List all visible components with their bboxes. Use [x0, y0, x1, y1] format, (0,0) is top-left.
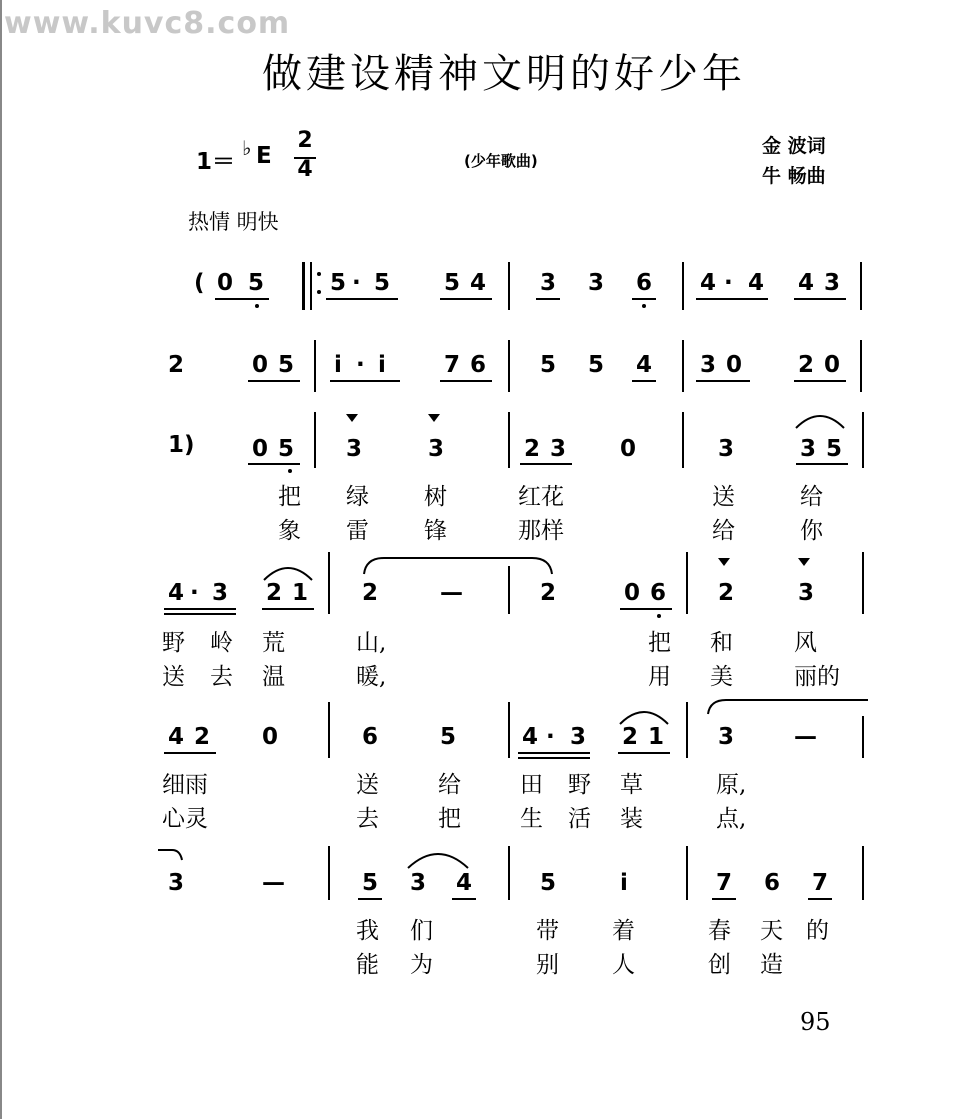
dot-mark: · — [190, 580, 199, 606]
note: 5 — [440, 724, 457, 750]
barline — [508, 566, 510, 614]
note: 0 — [252, 352, 269, 378]
lyric: 活 — [568, 806, 591, 832]
note: 6 — [650, 580, 667, 606]
note: 2 — [798, 352, 815, 378]
song-title: 做建设精神文明的好少年 — [262, 51, 746, 97]
note: 5 — [826, 436, 843, 462]
lyric: 我 — [356, 918, 379, 944]
lyric: 给 — [800, 484, 823, 510]
note: 2 — [362, 580, 379, 606]
note: 4 — [456, 870, 473, 896]
note: 4 — [700, 270, 717, 296]
barline — [860, 262, 862, 310]
note: 7 — [716, 870, 733, 896]
lyric: 把 — [438, 806, 461, 832]
underline — [518, 752, 590, 754]
lyric: 细雨 — [162, 772, 208, 798]
accent-mark — [346, 414, 358, 422]
underline — [330, 380, 400, 382]
underline — [452, 898, 476, 900]
note: 6 — [636, 270, 653, 296]
lyric: 给 — [438, 772, 461, 798]
note: 5 — [588, 352, 605, 378]
note: 5 — [330, 270, 347, 296]
lyric: 着 — [612, 918, 635, 944]
note: 1 — [648, 724, 665, 750]
lyric: 荒 — [262, 630, 285, 656]
lyric: 象 — [278, 518, 301, 544]
lyric: 心灵 — [162, 806, 208, 832]
barline — [682, 262, 684, 310]
slur — [260, 560, 316, 582]
double-underline — [164, 613, 236, 615]
repeat-bar-thin — [310, 262, 312, 310]
lyric: 山, — [356, 630, 387, 656]
underline — [520, 463, 572, 465]
underline — [440, 298, 492, 300]
lyric: 送 — [712, 484, 735, 510]
note: 3 — [168, 870, 185, 896]
note: 1) — [168, 432, 195, 458]
lower-octave-dot — [255, 304, 259, 308]
lyric: 原, — [716, 772, 747, 798]
barline — [508, 262, 510, 310]
note: 0 — [252, 436, 269, 462]
double-underline — [518, 757, 590, 759]
slur — [404, 846, 472, 870]
tie — [704, 692, 870, 716]
slur — [616, 704, 672, 726]
note: 3 — [588, 270, 605, 296]
page-edge — [0, 0, 2, 1119]
note: 4 — [522, 724, 539, 750]
accent-mark — [718, 558, 730, 566]
slur — [792, 408, 848, 430]
lyric: 天 — [760, 918, 783, 944]
lyric: 们 — [410, 918, 433, 944]
tie — [360, 552, 556, 576]
page-number: 95 — [800, 1008, 831, 1036]
barline — [860, 340, 862, 392]
barline — [508, 412, 510, 468]
note: 0 — [726, 352, 743, 378]
repeat-dot — [317, 272, 321, 276]
underline — [794, 298, 846, 300]
note: 3 — [798, 580, 815, 606]
lyric: 风 — [794, 630, 817, 656]
note: 2 — [266, 580, 283, 606]
underline — [696, 380, 750, 382]
note: 2 — [540, 580, 557, 606]
note: 3 — [718, 724, 735, 750]
note: 4 — [470, 270, 487, 296]
underline — [326, 298, 398, 300]
note: 0 — [620, 436, 637, 462]
underline — [632, 380, 656, 382]
tie-end — [156, 844, 186, 864]
barline — [314, 412, 316, 468]
underline — [620, 608, 672, 610]
barline — [508, 702, 510, 758]
note: 5 — [540, 870, 557, 896]
note: i — [334, 352, 342, 378]
lyric: 造 — [760, 952, 783, 978]
note: 5 — [278, 436, 295, 462]
dash: — — [262, 870, 285, 896]
lower-octave-dot — [642, 304, 646, 308]
tempo-marking: 热情 明快 — [188, 210, 279, 234]
underline — [248, 463, 300, 465]
lyric: 把 — [648, 630, 671, 656]
lyric: 创 — [708, 952, 731, 978]
repeat-dot — [317, 290, 321, 294]
composer: 牛 畅曲 — [762, 165, 826, 187]
dot-mark: · — [356, 352, 365, 378]
dash: — — [440, 580, 463, 606]
lyric: 的 — [806, 918, 829, 944]
barline — [686, 702, 688, 758]
lyric: 别 — [536, 952, 559, 978]
note: 5 — [444, 270, 461, 296]
barline — [862, 716, 864, 758]
note: 3 — [212, 580, 229, 606]
note: 4 — [168, 724, 185, 750]
lyric: 把 — [278, 484, 301, 510]
underline — [808, 898, 832, 900]
dash: — — [794, 724, 817, 750]
note: 5 — [278, 352, 295, 378]
accent-mark — [798, 558, 810, 566]
note: 2 — [622, 724, 639, 750]
lyric: 绿 — [346, 484, 369, 510]
underline — [248, 380, 300, 382]
repeat-bar-thick — [302, 262, 305, 310]
note: 5 — [374, 270, 391, 296]
accent-mark — [428, 414, 440, 422]
lyric: 锋 — [424, 518, 447, 544]
barline — [508, 846, 510, 900]
time-sig-numerator: 2 — [297, 128, 313, 153]
lyric: 送 — [356, 772, 379, 798]
note: 6 — [764, 870, 781, 896]
barline — [686, 846, 688, 900]
barline — [328, 552, 330, 614]
underline — [632, 298, 656, 300]
lyric: 美 — [710, 664, 733, 690]
underline — [262, 608, 314, 610]
lyric: 野 — [568, 772, 591, 798]
underline — [796, 463, 848, 465]
underline — [794, 380, 846, 382]
barline — [862, 552, 864, 614]
lyric: 暖, — [356, 664, 387, 690]
note: 4 — [748, 270, 765, 296]
lyric: 那样 — [518, 518, 564, 544]
underline — [712, 898, 736, 900]
lyric: 为 — [410, 952, 433, 978]
barline — [328, 846, 330, 900]
note: 1 — [292, 580, 309, 606]
lyric: 生 — [520, 806, 543, 832]
note: 3 — [410, 870, 427, 896]
underline — [215, 298, 269, 300]
underline — [164, 752, 216, 754]
lyric: 送 — [162, 664, 185, 690]
lyric: 人 — [612, 952, 635, 978]
lyric: 雷 — [346, 518, 369, 544]
note: 2 — [718, 580, 735, 606]
lyric: 用 — [648, 664, 671, 690]
lyricist: 金 波词 — [762, 135, 826, 157]
note: 0 — [824, 352, 841, 378]
note: ( — [194, 270, 205, 296]
lower-octave-dot — [657, 614, 661, 618]
note: 3 — [718, 436, 735, 462]
note: 4 — [636, 352, 653, 378]
note: 2 — [194, 724, 211, 750]
note: 6 — [362, 724, 379, 750]
lyric: 和 — [710, 630, 733, 656]
note: i — [620, 870, 628, 896]
note: 3 — [550, 436, 567, 462]
note: 3 — [540, 270, 557, 296]
note: 3 — [824, 270, 841, 296]
note: 5 — [248, 270, 265, 296]
note: 5 — [540, 352, 557, 378]
key-note: E — [256, 143, 272, 169]
underline — [164, 608, 236, 610]
lyric: 树 — [424, 484, 447, 510]
note: 2 — [524, 436, 541, 462]
lyric: 你 — [800, 518, 823, 544]
note: 7 — [444, 352, 461, 378]
note: 3 — [346, 436, 363, 462]
lyric: 去 — [210, 664, 233, 690]
note: 0 — [624, 580, 641, 606]
lyric: 能 — [356, 952, 379, 978]
dot-mark: · — [352, 270, 361, 296]
underline — [358, 898, 382, 900]
barline — [862, 412, 864, 468]
note: 2 — [168, 352, 185, 378]
lyric: 草 — [620, 772, 643, 798]
lyric: 带 — [536, 918, 559, 944]
lyric: 田 — [520, 772, 543, 798]
note: 6 — [470, 352, 487, 378]
lyric: 去 — [356, 806, 379, 832]
underline — [696, 298, 768, 300]
note: 5 — [362, 870, 379, 896]
lyric: 装 — [620, 806, 643, 832]
note: 3 — [570, 724, 587, 750]
note: 3 — [700, 352, 717, 378]
barline — [862, 846, 864, 900]
lower-octave-dot — [288, 469, 292, 473]
dot-mark: · — [724, 270, 733, 296]
note: 0 — [262, 724, 279, 750]
lyric: 点, — [716, 806, 747, 832]
barline — [682, 412, 684, 468]
barline — [314, 340, 316, 392]
lyric: 岭 — [210, 630, 233, 656]
note: 0 — [217, 270, 234, 296]
flat-sign: ♭ — [242, 136, 252, 160]
lyric: 春 — [708, 918, 731, 944]
note: 4 — [798, 270, 815, 296]
note: 3 — [800, 436, 817, 462]
note: 4 — [168, 580, 185, 606]
lyric: 红花 — [518, 484, 564, 510]
key-prefix: 1＝ — [196, 149, 236, 175]
note: 3 — [428, 436, 445, 462]
barline — [508, 340, 510, 392]
dot-mark: · — [546, 724, 555, 750]
watermark: www.kuvc8.com — [4, 6, 291, 41]
note: i — [378, 352, 386, 378]
lyric: 温 — [262, 664, 285, 690]
barline — [682, 340, 684, 392]
underline — [536, 298, 560, 300]
barline — [328, 702, 330, 758]
underline — [440, 380, 492, 382]
lyric: 丽的 — [794, 664, 840, 690]
lyric: 野 — [162, 630, 185, 656]
time-sig-denominator: 4 — [297, 157, 313, 182]
lyric: 给 — [712, 518, 735, 544]
barline — [686, 552, 688, 614]
note: 7 — [812, 870, 829, 896]
underline — [618, 752, 670, 754]
genre: (少年歌曲) — [464, 152, 538, 170]
